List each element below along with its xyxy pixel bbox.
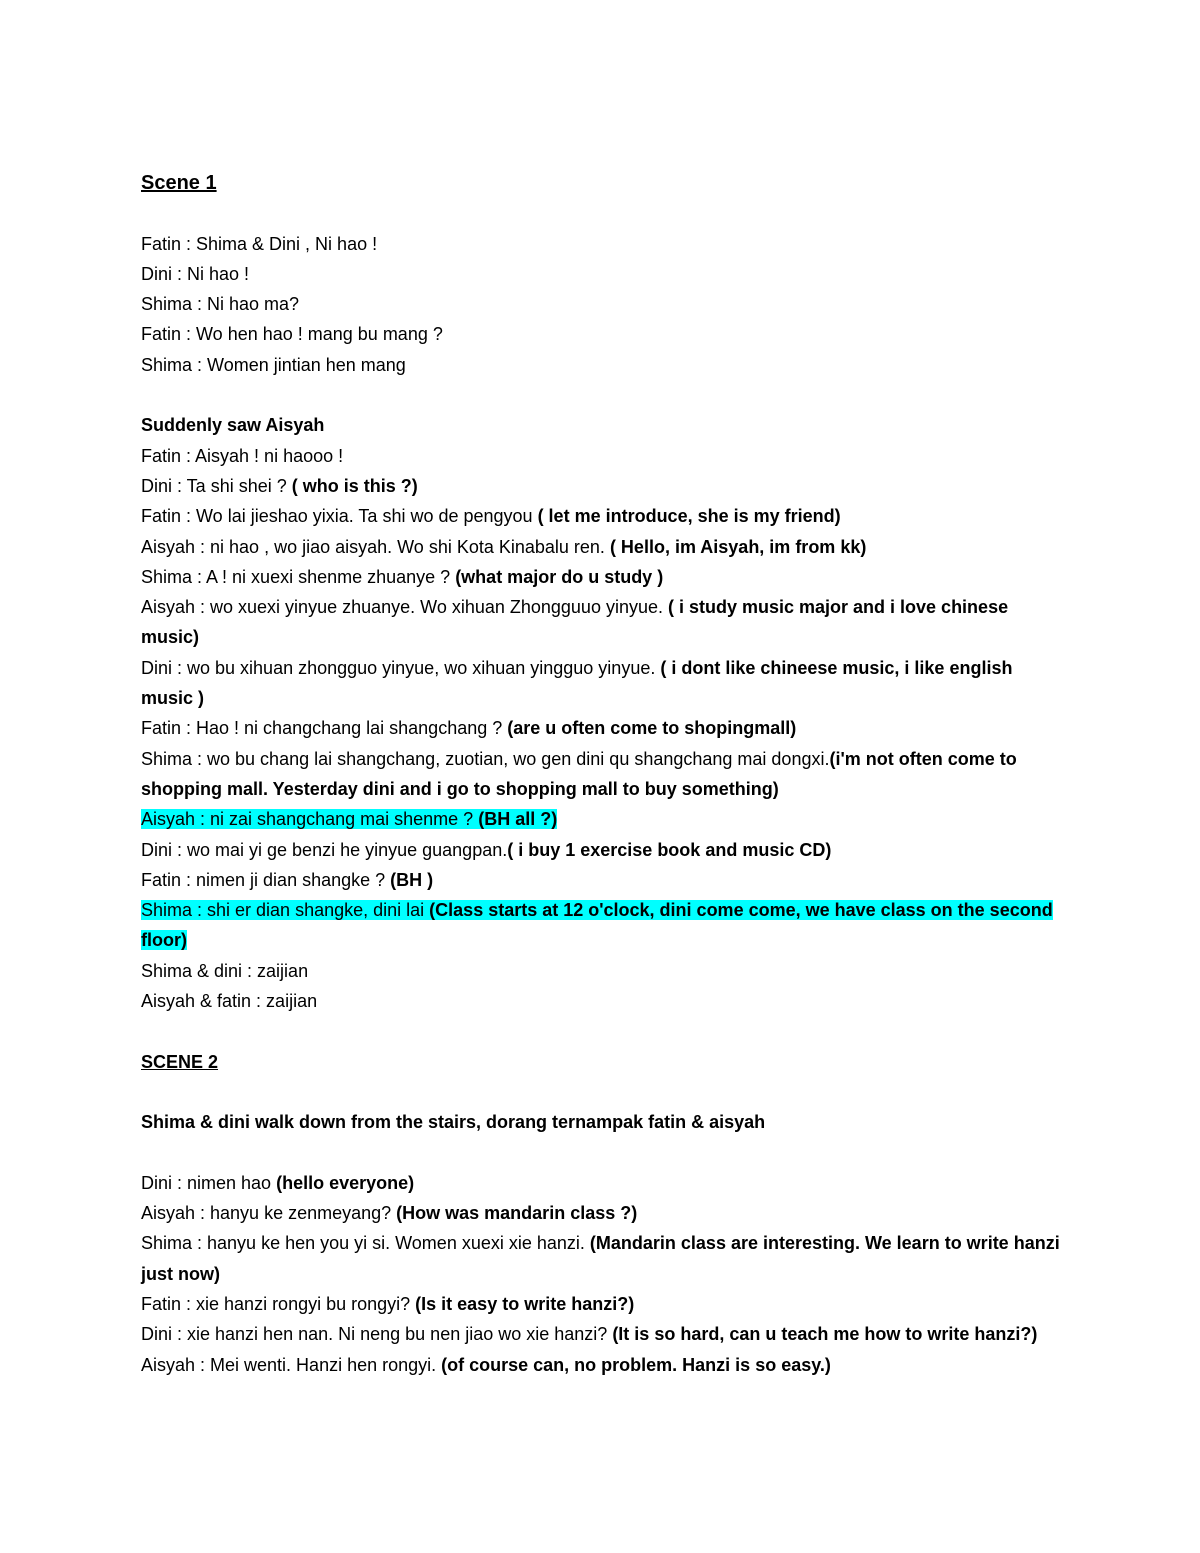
translation: ( i study music major and i love chinese music) <box>141 597 1009 648</box>
dialogue-line: Aisyah & fatin : zaijian <box>141 991 318 1012</box>
highlighted-dialogue-line <box>141 895 1061 956</box>
translation: (It is so hard, can u teach me how to write hanzi?) <box>612 1324 1038 1345</box>
translation: ( i dont like chineese music, i like english music ) <box>141 657 1013 709</box>
translation: (are u often come to shopingmall) <box>507 718 797 739</box>
translation: (BH all ?) <box>478 809 558 830</box>
dialogue-text: Fatin : Hao ! ni changchang lai shangchang ? <box>141 718 508 739</box>
dialogue-text: Aisyah : wo xuexi yinyue zhuanye. Wo xihuan Zhongguuo yinyue. <box>141 597 668 618</box>
stage-direction: Shima & dini walk down from the stairs, dorang ternampak fatin & aisyah <box>141 1112 766 1133</box>
dialogue-text: Shima : A ! ni xuexi shenme zhuanye ? <box>141 566 456 587</box>
scene-2-heading: SCENE 2 <box>141 1051 219 1072</box>
translation: (what major do u study ) <box>455 566 664 587</box>
dialogue-text: Fatin : Aisyah ! ni haooo ! <box>141 445 344 466</box>
dialogue-text: Fatin : nimen ji dian shangke ? <box>141 869 391 890</box>
dialogue-text: Shima : wo bu chang lai shangchang, zuotian, wo gen dini qu shangchang mai dongxi. <box>141 748 830 769</box>
dialogue-line <box>141 835 1061 865</box>
dialogue-line <box>141 865 1061 895</box>
dialogue-line <box>141 532 1061 562</box>
dialogue-line <box>141 713 1061 743</box>
translation: (Mandarin class are interesting. We learn to write hanzi just now) <box>141 1233 1060 1284</box>
dialogue-line <box>141 501 1061 531</box>
dialogue-line: Fatin : Wo hen hao ! mang bu mang ? <box>141 324 443 345</box>
highlighted-dialogue-line <box>141 804 1061 834</box>
spacer <box>141 1016 1061 1046</box>
translation: (BH ) <box>390 869 434 890</box>
dialogue-text: Aisyah : ni hao , wo jiao aisyah. Wo shi Kota Kinabalu ren. <box>141 536 610 557</box>
dialogue-line <box>141 1289 1061 1319</box>
dialogue-line <box>141 441 1061 471</box>
translation: (Class starts at 12 o'clock, dini come come, we have class on the second floor) <box>141 900 1053 951</box>
translation: ( let me introduce, she is my friend) <box>537 506 841 527</box>
dialogue-line <box>141 744 1061 805</box>
dialogue-line: Shima : Ni hao ma? <box>141 294 300 315</box>
translation: ( i buy 1 exercise book and music CD) <box>507 839 832 860</box>
dialogue-text: Dini : wo bu xihuan zhongguo yinyue, wo xihuan yingguo yinyue. <box>141 657 661 678</box>
spacer <box>141 1138 1061 1168</box>
translation: ( who is this ?) <box>291 475 418 496</box>
dialogue-line <box>141 653 1061 714</box>
spacer <box>141 198 1061 228</box>
dialogue-line <box>141 1198 1061 1228</box>
dialogue-text: Dini : wo mai yi ge benzi he yinyue guangpan. <box>141 839 508 860</box>
dialogue-line <box>141 562 1061 592</box>
dialogue-text: Dini : Ta shi shei ? <box>141 475 292 496</box>
dialogue-text: Shima : hanyu ke hen you yi si. Women xuexi xie hanzi. <box>141 1233 590 1254</box>
translation: (hello everyone) <box>276 1172 415 1193</box>
translation: (How was mandarin class ?) <box>396 1203 638 1224</box>
dialogue-line <box>141 1228 1061 1289</box>
dialogue-line: Shima & dini : zaijian <box>141 960 309 981</box>
dialogue-line <box>141 592 1061 653</box>
translation: (Is it easy to write hanzi?) <box>415 1293 635 1314</box>
dialogue-text: Shima : shi er dian shangke, dini lai <box>141 900 430 921</box>
translation: ( Hello, im Aisyah, im from kk) <box>609 536 867 557</box>
stage-direction: Suddenly saw Aisyah <box>141 415 325 436</box>
dialogue-line: Fatin : Shima & Dini , Ni hao ! <box>141 233 378 254</box>
dialogue-text: Aisyah : ni zai shangchang mai shenme ? <box>141 809 479 830</box>
dialogue-text: Dini : nimen hao <box>141 1172 277 1193</box>
spacer <box>141 380 1061 410</box>
dialogue-text: Aisyah : Mei wenti. Hanzi hen rongyi. <box>141 1354 442 1375</box>
dialogue-text: Fatin : Wo lai jieshao yixia. Ta shi wo de pengyou <box>141 506 538 527</box>
scene-1-heading: Scene 1 <box>141 172 217 194</box>
dialogue-text: Aisyah : hanyu ke zenmeyang? <box>141 1203 397 1224</box>
dialogue-line: Dini : Ni hao ! <box>141 263 250 284</box>
dialogue-line <box>141 471 1061 501</box>
dialogue-line <box>141 1350 1061 1380</box>
dialogue-text: Dini : xie hanzi hen nan. Ni neng bu nen jiao wo xie hanzi? <box>141 1324 613 1345</box>
dialogue-line <box>141 1319 1061 1349</box>
dialogue-line: Shima : Women jintian hen mang <box>141 354 406 375</box>
spacer <box>141 1077 1061 1107</box>
dialogue-line <box>141 1168 1061 1198</box>
translation: (i'm not often come to shopping mall. Yesterday dini and i go to shopping mall to buy something) <box>141 748 1017 799</box>
document-page <box>141 168 1061 1380</box>
dialogue-text: Fatin : xie hanzi rongyi bu rongyi? <box>141 1293 416 1314</box>
translation: (of course can, no problem. Hanzi is so easy.) <box>441 1354 831 1375</box>
